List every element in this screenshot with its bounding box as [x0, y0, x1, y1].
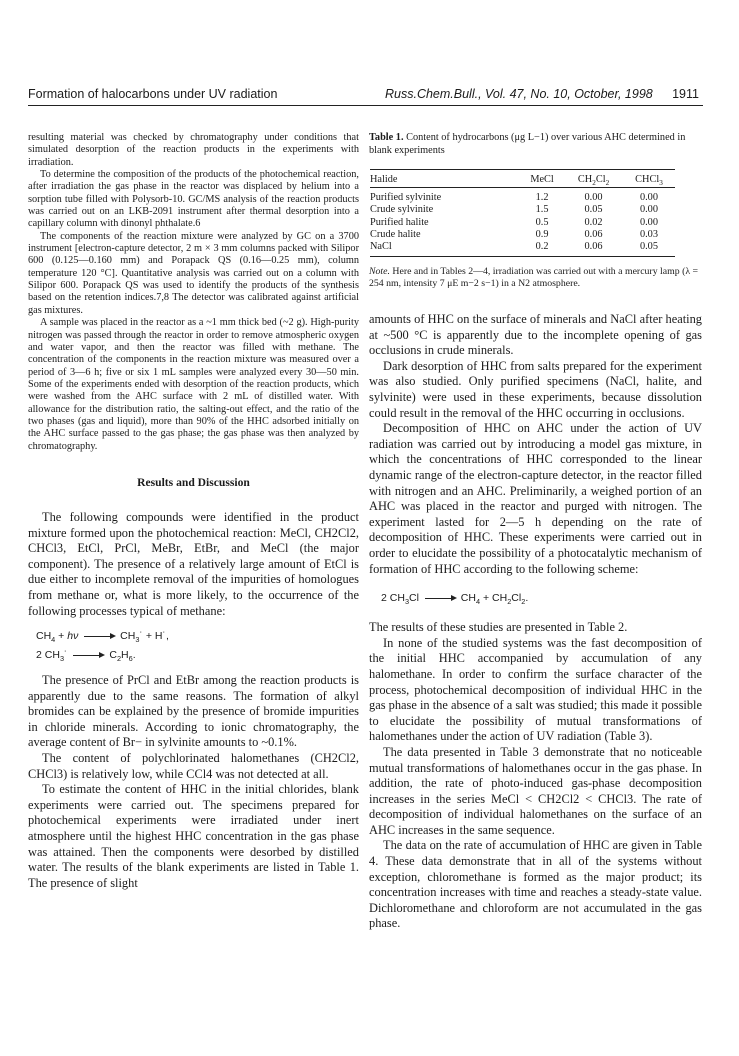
table-cell: 0.00 [639, 204, 658, 216]
table-note [369, 266, 702, 290]
paragraph: The content of polychlorinated halomethanes (CH2Cl2, CHCl3) is relatively low, while CCl4 was not detected at all. [28, 751, 359, 781]
table-cell: 0.02 [584, 216, 603, 228]
equation: 2 $CH_3˙$ $C_2H_6$. [36, 649, 136, 664]
column-header: MeCl [520, 170, 564, 188]
page-number: 1911 [672, 87, 699, 101]
paragraph: Dark desorption of HHC from salts prepared for the experiment was also studied. Only purified specimens (NaCl, halite, and sylvinite) were used in these experiments, because dissolution could result in the removal of the HHC occurring in occlusions. [369, 358, 702, 420]
table-caption [369, 132, 702, 157]
table-row [370, 188, 675, 205]
table-cell: Crude sylvinite [370, 204, 434, 216]
paragraph: amounts of HHC on the surface of minerals and NaCl after heating at ~500 °C is apparently due to the incomplete opening of gas occlusions in crude minerals. [369, 312, 702, 358]
running-header [28, 87, 703, 106]
equation: 2 $CH_3Cl$ $CH_4 + CH_2Cl_2$. [381, 592, 529, 607]
paragraph: The results of these studies are presented in Table 2. [369, 620, 628, 635]
column-header: CHCl$_3$ [623, 170, 675, 188]
paragraph: The following compounds were identified in the product mixture formed upon the photochemical reaction: MeCl, CH2Cl2, CHCl3, EtCl, PrCl, MeBr, EtBr, and MeCl (the major component). The presence of a relatively large amount of EtCl is due either to incomplete removal of the impurities of homologues from methane or, what is more likely, to the occurrence of the following processes typical of methane: [28, 509, 359, 618]
paragraph: Decomposition of HHC on AHC under the action of UV radiation was carried out by introducing a model gas mixture, in which the concentrations of HHC corresponded to the linear dynamic range of the electron-capture detector, in the reactor filled with nitrogen and an AHC. Preliminarily, a weighed portion of an AHC was placed in the reactor and purged with nitrogen. The experiment lasted for 2—5 h depending on the rate of decomposition of HHC. These experiments were carried out in order to elucidate the possibility of a photocatalytic mechanism of formation of HHC according to the following scheme: [369, 421, 702, 576]
table-cell: 0.03 [639, 228, 658, 240]
table-cell: 0.05 [623, 241, 675, 257]
table-header-row [370, 170, 675, 188]
table-1 [370, 169, 675, 257]
paragraph: The presence of PrCl and EtBr among the reaction products is apparently due to the same reasons. The formation of alkyl bromides can be explained by the presence of bromide impurities in chloride minerals. According to ionic chromatography, the average content of Br− in sylvinite amounts to ~0.1%. [28, 673, 359, 750]
table-cell: 0.2 [520, 241, 564, 257]
note-text: Here and in Tables 2—4, irradiation was carried out with a mercury lamp (λ = 254 nm, intensity 7 μE m−2 s−1) in a N2 atmosphere. [369, 266, 699, 290]
table-label: Table 1. [369, 132, 404, 143]
paragraph: To estimate the content of HHC in the initial chlorides, blank experiments were carried out. The specimens prepared for photochemical experiments were irradiated under inert atmosphere until the highest HHC concentration in the gas phase was attained. Then the components were desorbed by distilled water. The results of the blank experiments are listed in Table 1. The presence of slight [28, 782, 359, 890]
arrow-icon [73, 655, 103, 656]
table-caption-text: Content of hydrocarbons (μg L−1) over various AHC determined in blank experiments [369, 132, 686, 156]
paragraph: resulting material was checked by chromatography under conditions that simulated desorption of the reaction products in the experiments with irradiation. [28, 132, 359, 168]
table-cell: NaCl [370, 241, 520, 257]
column-header: Halide [370, 170, 520, 188]
paragraph: The data presented in Table 3 demonstrate that no noticeable mutual transformations of halomethanes occur in the gas phase. In addition, the rate of photo-induced gas-phase decomposition increases in the series MeCl < CH2Cl2 < CHCl3. The rate of decomposition of individual halomethanes on the surface of an AHC increases in the same sequence. [369, 744, 702, 837]
table-cell: Purified halite [370, 216, 429, 228]
paragraph: In none of the studied systems was the fast decomposition of the initial HHC accompanied by accumulation of any halomethane. In order to confirm the surface character of the process, photochemical decomposition of individual HHC in the gas phase in the absence of a salt was studied; this made it possible to elucidate the possibility of mutual transformations of halomethanes under the action of UV radiation (Table 3). [369, 635, 702, 744]
table-cell: 1.5 [535, 204, 549, 216]
table-cell: 0.00 [639, 192, 658, 203]
paragraph: To determine the composition of the products of the photochemical reaction, after irradiation the gas phase in the reactor was displaced by helium into a sorption tube filled with Polysorb-10. GC/MS analysis of the reaction products was carried out on an LKB-2091 instrument after thermal desorption into a capillary column with dinonyl phthalate.6 [28, 169, 359, 230]
table-cell: Crude halite [370, 228, 421, 240]
equation: $CH_4 + h\nu$ $CH_3˙$ + H˙, [36, 630, 169, 645]
column-header: $CH_2Cl_2$ [564, 170, 623, 188]
table-row [370, 229, 675, 241]
table-row [370, 204, 675, 216]
table-cell: 0.00 [639, 216, 658, 228]
right-column [369, 132, 702, 932]
table-row [370, 217, 675, 229]
paragraph: The components of the reaction mixture were analyzed by GC on a 3700 instrument [electron-capture detector, 2 m × 3 mm columns packed with Silipor 600 (0.125—0.160 mm) and Porapack QS (0.16—0.25 mm), column temperature 120 °C]. Quantitative analysis was carried out on a column with Silipor 600. Porapack QS was used to identify the products of the synthesis based on the retention indices.7,8 The detector was calibrated against artificial gas mixtures. [28, 230, 359, 316]
table-cell: Purified sylvinite [370, 192, 442, 203]
table-cell: 0.06 [584, 228, 603, 240]
table-cell: 0.9 [535, 228, 549, 240]
left-column [28, 132, 359, 891]
discussion-text [369, 312, 702, 932]
journal-citation: Russ.Chem.Bull., Vol. 47, No. 10, October, 1998 [385, 87, 653, 101]
experimental-text [28, 132, 359, 453]
arrow-icon [425, 598, 455, 599]
table-cell: 0.00 [584, 192, 603, 203]
paragraph: The data on the rate of accumulation of HHC are given in Table 4. These data demonstrate that in all of the systems without exception, chloromethane is formed as the major product; its concentration increases with time and reaches a steady-state value. Dichloromethane and chloroform are not accumulated in the gas phase. [369, 838, 702, 931]
running-title: Formation of halocarbons under UV radiation [28, 87, 278, 101]
table-row [370, 241, 675, 257]
table-cell: 1.2 [535, 192, 549, 203]
table-cell: 0.06 [564, 241, 623, 257]
table-cell: 0.05 [584, 204, 603, 216]
equations [36, 627, 359, 665]
paragraph: A sample was placed in the reactor as a ~1 mm thick bed (~2 g). High-purity nitrogen was passed through the reactor in order to remove atmospheric oxygen and water vapor, and then the reactor was filled with methane. The concentration of the components in the reaction mixture was measured over a period of 3—6 h; five or six 1 mL samples were analyzed every 30—50 min. Some of the experiments ended with desorption of the reaction products, which were washed from the AHC surface with 2 mL of distilled water. With allowance for the distribution ratio, the salting-out effect, and the ratio of the two phases (gas and liquid), more than 90% of the HHC adsorbed initially on the AHC surface passed to the gas phase; the gas phase was then analyzed by chromatography. [28, 317, 359, 452]
section-heading: Results and Discussion [137, 475, 250, 489]
table-cell: 0.5 [535, 216, 549, 228]
arrow-icon [84, 636, 114, 637]
results-text [28, 510, 359, 891]
note-label: Note. [369, 266, 390, 278]
